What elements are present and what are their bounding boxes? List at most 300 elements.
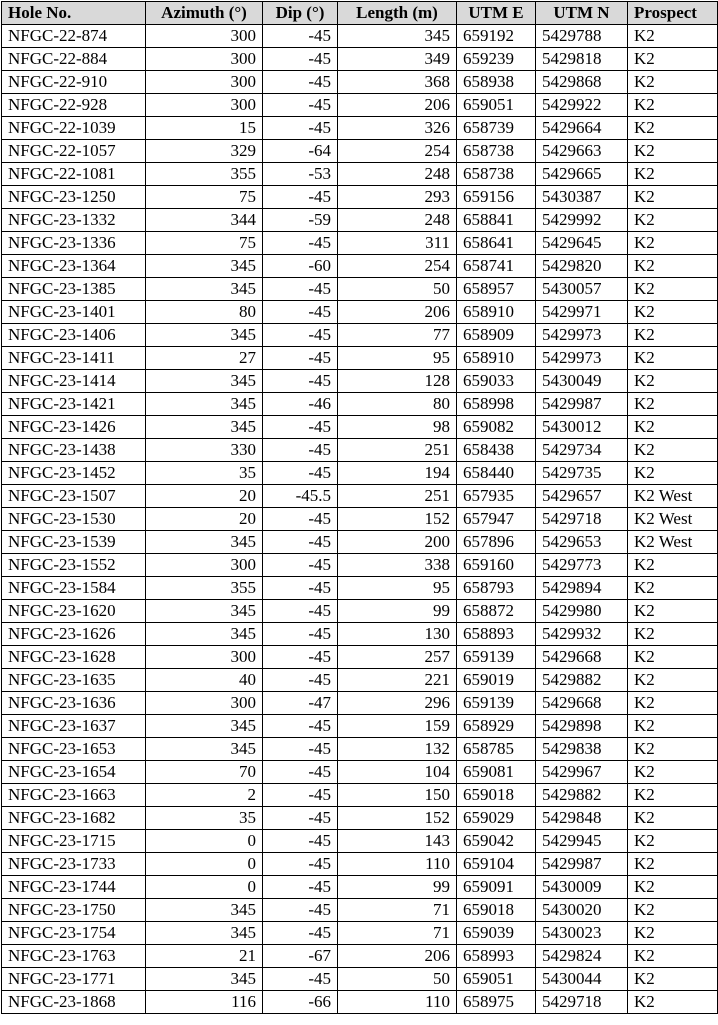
utm-n-cell: 5430023 bbox=[536, 922, 628, 945]
utm-n-cell: 5429894 bbox=[536, 577, 628, 600]
utm-e-cell: 658909 bbox=[457, 324, 536, 347]
utm-n-cell: 5429824 bbox=[536, 945, 628, 968]
drill-hole-table bbox=[1, 1, 718, 1014]
length-cell: 152 bbox=[338, 807, 457, 830]
azimuth-cell: 80 bbox=[146, 301, 263, 324]
utm-n-cell: 5429665 bbox=[536, 163, 628, 186]
table-row bbox=[2, 692, 718, 715]
dip-cell: -45 bbox=[263, 554, 338, 577]
hole-no-cell: NFGC-22-1057 bbox=[2, 140, 146, 163]
length-cell: 132 bbox=[338, 738, 457, 761]
prospect-cell: K2 bbox=[628, 140, 718, 163]
table-row bbox=[2, 186, 718, 209]
table-row bbox=[2, 738, 718, 761]
azimuth-cell: 27 bbox=[146, 347, 263, 370]
prospect-cell: K2 bbox=[628, 692, 718, 715]
table-row bbox=[2, 784, 718, 807]
table-row bbox=[2, 347, 718, 370]
utm-e-cell: 658910 bbox=[457, 301, 536, 324]
azimuth-cell: 35 bbox=[146, 807, 263, 830]
utm-e-cell: 658929 bbox=[457, 715, 536, 738]
length-cell: 254 bbox=[338, 255, 457, 278]
dip-cell: -45 bbox=[263, 462, 338, 485]
utm-e-cell: 659192 bbox=[457, 25, 536, 48]
prospect-cell: K2 West bbox=[628, 485, 718, 508]
hole-no-cell: NFGC-23-1406 bbox=[2, 324, 146, 347]
azimuth-cell: 20 bbox=[146, 485, 263, 508]
hole-no-cell: NFGC-23-1868 bbox=[2, 991, 146, 1014]
table-row bbox=[2, 416, 718, 439]
hole-no-cell: NFGC-23-1414 bbox=[2, 370, 146, 393]
prospect-cell: K2 bbox=[628, 830, 718, 853]
dip-cell: -45 bbox=[263, 370, 338, 393]
hole-no-cell: NFGC-23-1364 bbox=[2, 255, 146, 278]
prospect-cell: K2 bbox=[628, 393, 718, 416]
utm-n-cell: 5429882 bbox=[536, 669, 628, 692]
azimuth-cell: 75 bbox=[146, 232, 263, 255]
utm-n-cell: 5430020 bbox=[536, 899, 628, 922]
prospect-cell: K2 West bbox=[628, 508, 718, 531]
dip-cell: -45 bbox=[263, 25, 338, 48]
utm-n-cell: 5429973 bbox=[536, 347, 628, 370]
azimuth-cell: 75 bbox=[146, 186, 263, 209]
table-row bbox=[2, 531, 718, 554]
dip-cell: -45 bbox=[263, 922, 338, 945]
dip-cell: -53 bbox=[263, 163, 338, 186]
length-cell: 95 bbox=[338, 577, 457, 600]
hole-no-cell: NFGC-23-1539 bbox=[2, 531, 146, 554]
azimuth-cell: 345 bbox=[146, 416, 263, 439]
hole-no-cell: NFGC-22-884 bbox=[2, 48, 146, 71]
prospect-cell: K2 bbox=[628, 324, 718, 347]
azimuth-cell: 40 bbox=[146, 669, 263, 692]
length-cell: 296 bbox=[338, 692, 457, 715]
table-row bbox=[2, 715, 718, 738]
length-cell: 311 bbox=[338, 232, 457, 255]
azimuth-cell: 0 bbox=[146, 876, 263, 899]
table-row bbox=[2, 393, 718, 416]
utm-n-cell: 5429932 bbox=[536, 623, 628, 646]
dip-cell: -45 bbox=[263, 968, 338, 991]
azimuth-cell: 355 bbox=[146, 163, 263, 186]
dip-cell: -45 bbox=[263, 761, 338, 784]
utm-e-cell: 659160 bbox=[457, 554, 536, 577]
length-cell: 349 bbox=[338, 48, 457, 71]
dip-cell: -67 bbox=[263, 945, 338, 968]
prospect-cell: K2 bbox=[628, 94, 718, 117]
azimuth-cell: 70 bbox=[146, 761, 263, 784]
table-row bbox=[2, 94, 718, 117]
length-cell: 338 bbox=[338, 554, 457, 577]
utm-e-cell: 658938 bbox=[457, 71, 536, 94]
hole-no-cell: NFGC-22-910 bbox=[2, 71, 146, 94]
dip-cell: -47 bbox=[263, 692, 338, 715]
utm-n-cell: 5429645 bbox=[536, 232, 628, 255]
utm-e-cell: 658440 bbox=[457, 462, 536, 485]
utm-e-cell: 658893 bbox=[457, 623, 536, 646]
prospect-cell: K2 bbox=[628, 25, 718, 48]
utm-n-cell: 5429657 bbox=[536, 485, 628, 508]
utm-e-cell: 658793 bbox=[457, 577, 536, 600]
prospect-cell: K2 bbox=[628, 347, 718, 370]
prospect-cell: K2 bbox=[628, 439, 718, 462]
azimuth-cell: 345 bbox=[146, 738, 263, 761]
hole-no-cell: NFGC-23-1426 bbox=[2, 416, 146, 439]
utm-n-cell: 5429773 bbox=[536, 554, 628, 577]
length-cell: 50 bbox=[338, 278, 457, 301]
hole-no-cell: NFGC-23-1635 bbox=[2, 669, 146, 692]
table-row bbox=[2, 945, 718, 968]
prospect-cell: K2 bbox=[628, 278, 718, 301]
hole-no-cell: NFGC-23-1654 bbox=[2, 761, 146, 784]
prospect-cell: K2 bbox=[628, 163, 718, 186]
header-row bbox=[2, 2, 718, 25]
utm-e-cell: 658739 bbox=[457, 117, 536, 140]
table-row bbox=[2, 209, 718, 232]
utm-e-cell: 659051 bbox=[457, 968, 536, 991]
utm-n-cell: 5429882 bbox=[536, 784, 628, 807]
utm-n-cell: 5429664 bbox=[536, 117, 628, 140]
azimuth-cell: 300 bbox=[146, 71, 263, 94]
table-row bbox=[2, 577, 718, 600]
dip-cell: -45 bbox=[263, 738, 338, 761]
dip-cell: -46 bbox=[263, 393, 338, 416]
hole-no-cell: NFGC-23-1636 bbox=[2, 692, 146, 715]
hole-no-cell: NFGC-23-1507 bbox=[2, 485, 146, 508]
hole-no-cell: NFGC-23-1332 bbox=[2, 209, 146, 232]
azimuth-cell: 345 bbox=[146, 600, 263, 623]
azimuth-cell: 345 bbox=[146, 370, 263, 393]
prospect-cell: K2 bbox=[628, 968, 718, 991]
prospect-cell: K2 bbox=[628, 71, 718, 94]
utm-e-cell: 659042 bbox=[457, 830, 536, 853]
table-row bbox=[2, 807, 718, 830]
dip-cell: -59 bbox=[263, 209, 338, 232]
utm-e-cell: 659039 bbox=[457, 922, 536, 945]
utm-e-cell: 659018 bbox=[457, 784, 536, 807]
length-cell: 206 bbox=[338, 301, 457, 324]
utm-e-cell: 659019 bbox=[457, 669, 536, 692]
utm-e-cell: 658785 bbox=[457, 738, 536, 761]
hole-no-cell: NFGC-22-928 bbox=[2, 94, 146, 117]
azimuth-cell: 345 bbox=[146, 899, 263, 922]
utm-e-cell: 659104 bbox=[457, 853, 536, 876]
utm-n-cell: 5429718 bbox=[536, 508, 628, 531]
table-row bbox=[2, 853, 718, 876]
length-cell: 368 bbox=[338, 71, 457, 94]
hole-no-cell: NFGC-22-1081 bbox=[2, 163, 146, 186]
hole-no-cell: NFGC-23-1653 bbox=[2, 738, 146, 761]
table-row bbox=[2, 255, 718, 278]
length-cell: 150 bbox=[338, 784, 457, 807]
azimuth-cell: 345 bbox=[146, 922, 263, 945]
table-row bbox=[2, 623, 718, 646]
column-header-prospect: Prospect bbox=[628, 2, 718, 25]
hole-no-cell: NFGC-22-1039 bbox=[2, 117, 146, 140]
dip-cell: -45 bbox=[263, 232, 338, 255]
utm-e-cell: 659033 bbox=[457, 370, 536, 393]
dip-cell: -45 bbox=[263, 186, 338, 209]
length-cell: 98 bbox=[338, 416, 457, 439]
length-cell: 254 bbox=[338, 140, 457, 163]
table-body bbox=[2, 25, 718, 1014]
prospect-cell: K2 bbox=[628, 738, 718, 761]
hole-no-cell: NFGC-23-1584 bbox=[2, 577, 146, 600]
dip-cell: -45 bbox=[263, 301, 338, 324]
hole-no-cell: NFGC-23-1771 bbox=[2, 968, 146, 991]
table-row bbox=[2, 922, 718, 945]
utm-n-cell: 5429734 bbox=[536, 439, 628, 462]
hole-no-cell: NFGC-23-1438 bbox=[2, 439, 146, 462]
length-cell: 251 bbox=[338, 485, 457, 508]
azimuth-cell: 345 bbox=[146, 278, 263, 301]
dip-cell: -45 bbox=[263, 117, 338, 140]
length-cell: 194 bbox=[338, 462, 457, 485]
utm-e-cell: 658438 bbox=[457, 439, 536, 462]
table-row bbox=[2, 117, 718, 140]
utm-e-cell: 659139 bbox=[457, 646, 536, 669]
hole-no-cell: NFGC-23-1733 bbox=[2, 853, 146, 876]
azimuth-cell: 21 bbox=[146, 945, 263, 968]
prospect-cell: K2 bbox=[628, 761, 718, 784]
table-row bbox=[2, 25, 718, 48]
hole-no-cell: NFGC-23-1421 bbox=[2, 393, 146, 416]
utm-e-cell: 658975 bbox=[457, 991, 536, 1014]
dip-cell: -45 bbox=[263, 669, 338, 692]
table-row bbox=[2, 508, 718, 531]
azimuth-cell: 345 bbox=[146, 531, 263, 554]
table-row bbox=[2, 554, 718, 577]
hole-no-cell: NFGC-23-1715 bbox=[2, 830, 146, 853]
azimuth-cell: 300 bbox=[146, 25, 263, 48]
utm-n-cell: 5429838 bbox=[536, 738, 628, 761]
length-cell: 248 bbox=[338, 209, 457, 232]
table-row bbox=[2, 899, 718, 922]
utm-n-cell: 5429922 bbox=[536, 94, 628, 117]
dip-cell: -45 bbox=[263, 784, 338, 807]
utm-n-cell: 5429668 bbox=[536, 692, 628, 715]
hole-no-cell: NFGC-23-1682 bbox=[2, 807, 146, 830]
table-row bbox=[2, 646, 718, 669]
length-cell: 159 bbox=[338, 715, 457, 738]
prospect-cell: K2 bbox=[628, 370, 718, 393]
utm-e-cell: 659239 bbox=[457, 48, 536, 71]
dip-cell: -45.5 bbox=[263, 485, 338, 508]
utm-e-cell: 658910 bbox=[457, 347, 536, 370]
azimuth-cell: 300 bbox=[146, 692, 263, 715]
dip-cell: -45 bbox=[263, 278, 338, 301]
prospect-cell: K2 bbox=[628, 186, 718, 209]
dip-cell: -45 bbox=[263, 876, 338, 899]
hole-no-cell: NFGC-23-1552 bbox=[2, 554, 146, 577]
utm-n-cell: 5430044 bbox=[536, 968, 628, 991]
table-row bbox=[2, 71, 718, 94]
utm-n-cell: 5429987 bbox=[536, 393, 628, 416]
dip-cell: -45 bbox=[263, 94, 338, 117]
utm-n-cell: 5429848 bbox=[536, 807, 628, 830]
length-cell: 200 bbox=[338, 531, 457, 554]
utm-e-cell: 658738 bbox=[457, 163, 536, 186]
utm-n-cell: 5429898 bbox=[536, 715, 628, 738]
prospect-cell: K2 bbox=[628, 48, 718, 71]
utm-e-cell: 658738 bbox=[457, 140, 536, 163]
hole-no-cell: NFGC-23-1754 bbox=[2, 922, 146, 945]
prospect-cell: K2 bbox=[628, 554, 718, 577]
azimuth-cell: 344 bbox=[146, 209, 263, 232]
hole-no-cell: NFGC-23-1385 bbox=[2, 278, 146, 301]
column-header-hole-no: Hole No. bbox=[2, 2, 146, 25]
utm-n-cell: 5429735 bbox=[536, 462, 628, 485]
azimuth-cell: 0 bbox=[146, 853, 263, 876]
utm-n-cell: 5429653 bbox=[536, 531, 628, 554]
utm-n-cell: 5430012 bbox=[536, 416, 628, 439]
dip-cell: -45 bbox=[263, 347, 338, 370]
column-header-length: Length (m) bbox=[338, 2, 457, 25]
prospect-cell: K2 bbox=[628, 416, 718, 439]
table-row bbox=[2, 761, 718, 784]
hole-no-cell: NFGC-23-1530 bbox=[2, 508, 146, 531]
prospect-cell: K2 bbox=[628, 623, 718, 646]
length-cell: 345 bbox=[338, 25, 457, 48]
table-row bbox=[2, 163, 718, 186]
table-row bbox=[2, 370, 718, 393]
utm-n-cell: 5429820 bbox=[536, 255, 628, 278]
utm-e-cell: 657896 bbox=[457, 531, 536, 554]
utm-e-cell: 659139 bbox=[457, 692, 536, 715]
length-cell: 206 bbox=[338, 94, 457, 117]
azimuth-cell: 35 bbox=[146, 462, 263, 485]
length-cell: 128 bbox=[338, 370, 457, 393]
length-cell: 71 bbox=[338, 899, 457, 922]
table-row bbox=[2, 485, 718, 508]
table-row bbox=[2, 48, 718, 71]
utm-e-cell: 657947 bbox=[457, 508, 536, 531]
utm-n-cell: 5429868 bbox=[536, 71, 628, 94]
table-row bbox=[2, 324, 718, 347]
length-cell: 221 bbox=[338, 669, 457, 692]
azimuth-cell: 345 bbox=[146, 715, 263, 738]
azimuth-cell: 300 bbox=[146, 646, 263, 669]
dip-cell: -45 bbox=[263, 807, 338, 830]
utm-e-cell: 659029 bbox=[457, 807, 536, 830]
utm-n-cell: 5429973 bbox=[536, 324, 628, 347]
prospect-cell: K2 bbox=[628, 646, 718, 669]
hole-no-cell: NFGC-23-1628 bbox=[2, 646, 146, 669]
utm-e-cell: 658957 bbox=[457, 278, 536, 301]
prospect-cell: K2 bbox=[628, 922, 718, 945]
dip-cell: -45 bbox=[263, 830, 338, 853]
hole-no-cell: NFGC-23-1401 bbox=[2, 301, 146, 324]
utm-n-cell: 5429987 bbox=[536, 853, 628, 876]
length-cell: 80 bbox=[338, 393, 457, 416]
utm-n-cell: 5429980 bbox=[536, 600, 628, 623]
hole-no-cell: NFGC-23-1411 bbox=[2, 347, 146, 370]
hole-no-cell: NFGC-22-874 bbox=[2, 25, 146, 48]
prospect-cell: K2 bbox=[628, 853, 718, 876]
utm-n-cell: 5429718 bbox=[536, 991, 628, 1014]
length-cell: 110 bbox=[338, 853, 457, 876]
prospect-cell: K2 bbox=[628, 991, 718, 1014]
azimuth-cell: 345 bbox=[146, 324, 263, 347]
length-cell: 77 bbox=[338, 324, 457, 347]
azimuth-cell: 0 bbox=[146, 830, 263, 853]
utm-e-cell: 659081 bbox=[457, 761, 536, 784]
hole-no-cell: NFGC-23-1336 bbox=[2, 232, 146, 255]
dip-cell: -45 bbox=[263, 577, 338, 600]
length-cell: 50 bbox=[338, 968, 457, 991]
utm-n-cell: 5429668 bbox=[536, 646, 628, 669]
azimuth-cell: 329 bbox=[146, 140, 263, 163]
utm-e-cell: 659051 bbox=[457, 94, 536, 117]
table-row bbox=[2, 462, 718, 485]
prospect-cell: K2 bbox=[628, 117, 718, 140]
azimuth-cell: 2 bbox=[146, 784, 263, 807]
utm-n-cell: 5429663 bbox=[536, 140, 628, 163]
utm-e-cell: 659082 bbox=[457, 416, 536, 439]
length-cell: 99 bbox=[338, 600, 457, 623]
dip-cell: -45 bbox=[263, 416, 338, 439]
table-row bbox=[2, 301, 718, 324]
hole-no-cell: NFGC-23-1744 bbox=[2, 876, 146, 899]
hole-no-cell: NFGC-23-1750 bbox=[2, 899, 146, 922]
table-row bbox=[2, 991, 718, 1014]
column-header-dip: Dip (°) bbox=[263, 2, 338, 25]
utm-n-cell: 5429992 bbox=[536, 209, 628, 232]
length-cell: 71 bbox=[338, 922, 457, 945]
dip-cell: -45 bbox=[263, 646, 338, 669]
column-header-azimuth: Azimuth (°) bbox=[146, 2, 263, 25]
table-row bbox=[2, 232, 718, 255]
table-row bbox=[2, 876, 718, 899]
prospect-cell: K2 bbox=[628, 600, 718, 623]
length-cell: 248 bbox=[338, 163, 457, 186]
azimuth-cell: 300 bbox=[146, 48, 263, 71]
dip-cell: -45 bbox=[263, 531, 338, 554]
utm-e-cell: 659091 bbox=[457, 876, 536, 899]
utm-n-cell: 5429945 bbox=[536, 830, 628, 853]
prospect-cell: K2 bbox=[628, 255, 718, 278]
hole-no-cell: NFGC-23-1626 bbox=[2, 623, 146, 646]
utm-n-cell: 5430049 bbox=[536, 370, 628, 393]
length-cell: 110 bbox=[338, 991, 457, 1014]
dip-cell: -45 bbox=[263, 439, 338, 462]
utm-n-cell: 5430387 bbox=[536, 186, 628, 209]
hole-no-cell: NFGC-23-1620 bbox=[2, 600, 146, 623]
dip-cell: -45 bbox=[263, 508, 338, 531]
dip-cell: -64 bbox=[263, 140, 338, 163]
length-cell: 95 bbox=[338, 347, 457, 370]
hole-no-cell: NFGC-23-1637 bbox=[2, 715, 146, 738]
prospect-cell: K2 West bbox=[628, 531, 718, 554]
hole-no-cell: NFGC-23-1763 bbox=[2, 945, 146, 968]
azimuth-cell: 345 bbox=[146, 623, 263, 646]
azimuth-cell: 300 bbox=[146, 94, 263, 117]
hole-no-cell: NFGC-23-1663 bbox=[2, 784, 146, 807]
dip-cell: -45 bbox=[263, 853, 338, 876]
prospect-cell: K2 bbox=[628, 899, 718, 922]
utm-n-cell: 5430057 bbox=[536, 278, 628, 301]
prospect-cell: K2 bbox=[628, 232, 718, 255]
length-cell: 99 bbox=[338, 876, 457, 899]
azimuth-cell: 116 bbox=[146, 991, 263, 1014]
length-cell: 152 bbox=[338, 508, 457, 531]
table-row bbox=[2, 669, 718, 692]
length-cell: 206 bbox=[338, 945, 457, 968]
azimuth-cell: 330 bbox=[146, 439, 263, 462]
prospect-cell: K2 bbox=[628, 301, 718, 324]
azimuth-cell: 345 bbox=[146, 968, 263, 991]
utm-e-cell: 658741 bbox=[457, 255, 536, 278]
